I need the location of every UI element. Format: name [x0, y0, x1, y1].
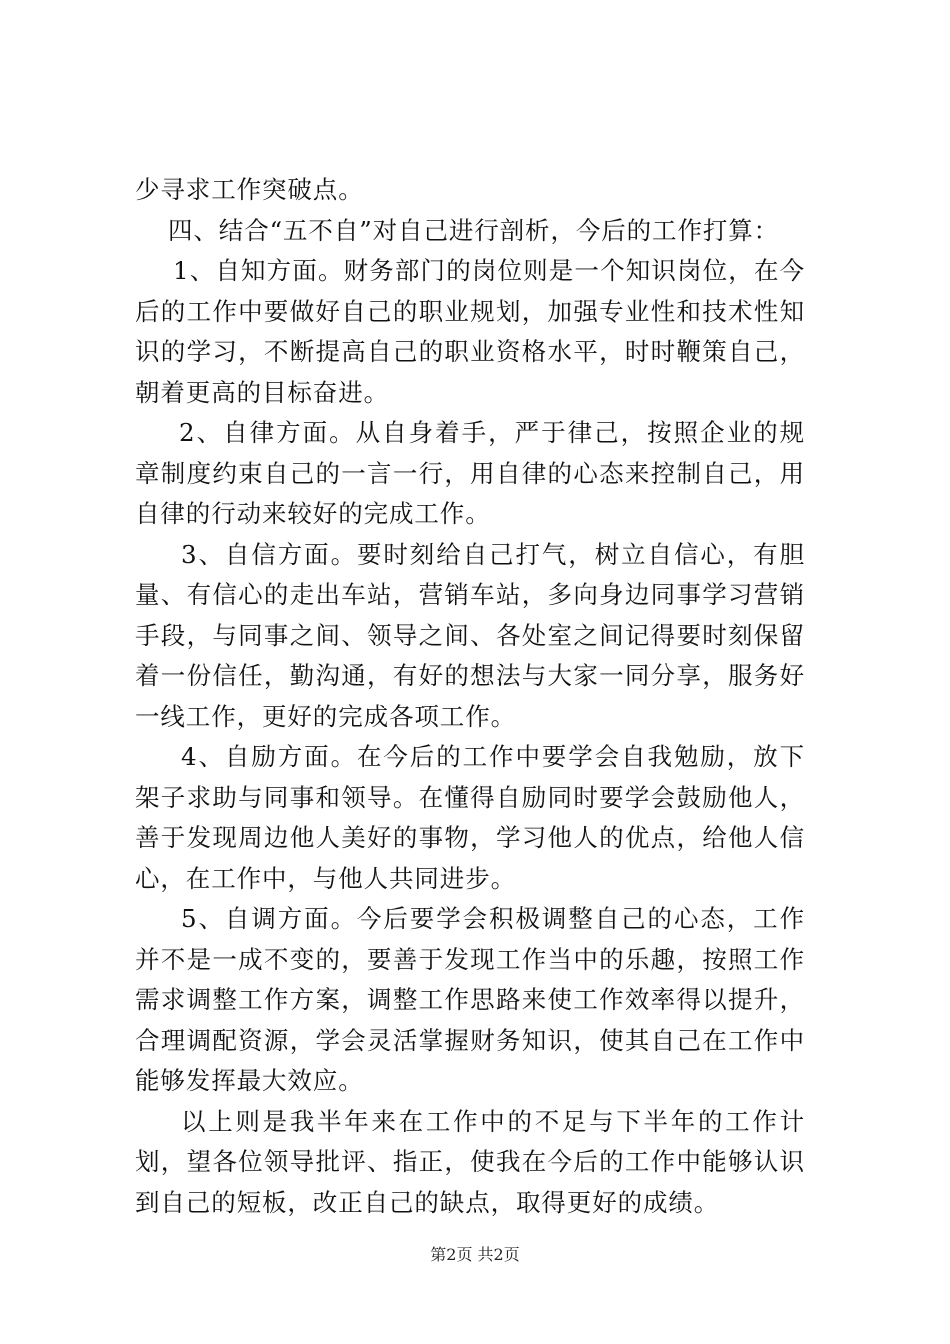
paragraph-self-confidence: 3、自信方面。要时刻给自己打气，树立自信心，有胆量、有信心的走出车站，营销车站，多向身边同事学习营销手段，与同事之间、领导之间、各处室之间记得要时刻保留着一份信任，勤沟通，有好的想法与大家一同分享，服务好一线工作，更好的完成各项工作。 [135, 539, 805, 731]
paragraph-self-knowledge: 1、自知方面。财务部门的岗位则是一个知识岗位，在今后的工作中要做好自己的职业规划，加强专业性和技术性知识的学习，不断提高自己的职业资格水平，时时鞭策自己，朝着更高的目标奋进。 [135, 256, 805, 407]
paragraph-conclusion: 以上则是我半年来在工作中的不足与下半年的工作计划，望各位领导批评、指正，使我在今后的工作中能够认识到自己的短板，改正自己的缺点，取得更好的成绩。 [135, 1106, 805, 1217]
page-footer [0, 1245, 950, 1265]
page-number-label: 第2页 共2页 [430, 1245, 520, 1264]
paragraph-section-heading: 四、结合“五不自”对自己进行剖析，今后的工作打算： [168, 215, 780, 245]
paragraph-continuation: 少寻求工作突破点。 [135, 175, 364, 204]
paragraph-self-adjustment: 5、自调方面。今后要学会积极调整自己的心态，工作并不是一成不变的，要善于发现工作当中的乐趣，按照工作需求调整工作方案，调整工作思路来使工作效率得以提升，合理调配资源，学会灵活掌握财务知识，使其自己在工作中能够发挥最大效应。 [135, 904, 805, 1095]
paragraph-self-encouragement: 4、自励方面。在今后的工作中要学会自我勉励，放下架子求助与同事和领导。在懂得自励同时要学会鼓励他人，善于发现周边他人美好的事物，学习他人的优点，给他人信心，在工作中，与他人共同进步。 [135, 742, 805, 893]
paragraph-self-discipline: 2、自律方面。从自身着手，严于律己，按照企业的规章制度约束自己的一言一行，用自律的心态来控制自己，用自律的行动来较好的完成工作。 [135, 418, 805, 528]
document-body [135, 170, 805, 1223]
